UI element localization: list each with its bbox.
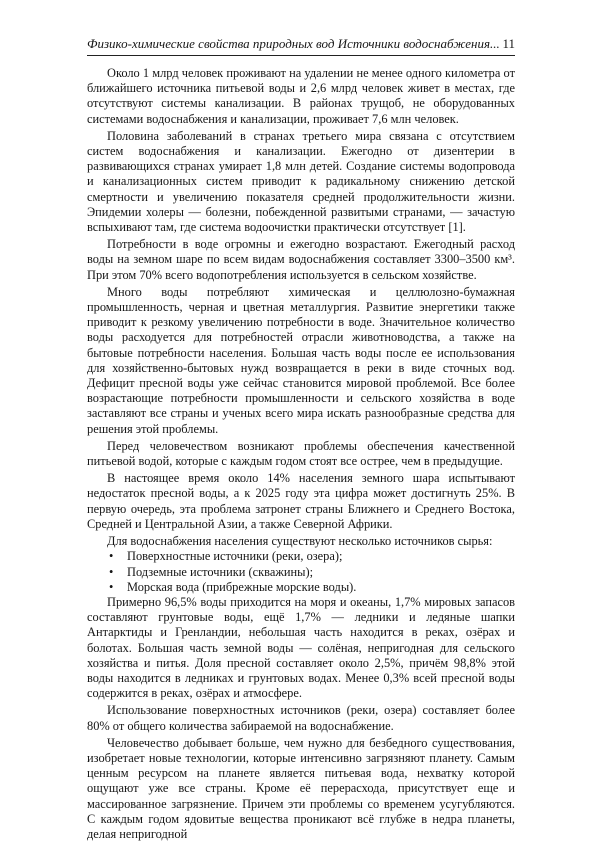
bullet-icon: • — [109, 579, 114, 594]
list-item-text: Морская вода (прибрежные морские воды). — [127, 579, 357, 594]
source-list — [87, 549, 515, 595]
bullet-icon: • — [109, 549, 114, 564]
paragraph: Человечество добывает больше, чем нужно для безбедного существования, изобретает новые технологии, которые интенсивно загрязняют планету. Самым ценным ресурсом на планете является питьевая вода, нехватку которой ощущают уже все страны. Кроме её перерасхода, присутствует еще и массированное загрязнение. Причем эти проблемы со временем усугубляются. С каждым годом ядовитые вещества проникают всё глубже в недра планеты, делая непригодной — [87, 735, 515, 841]
list-item — [87, 580, 515, 595]
list-item — [87, 565, 515, 580]
paragraph: Много воды потребляют химическая и целлюлозно-бумажная промышленность, черная и цветная металлургия. Развитие энергетики также приводит к резкому увеличению потребности в воде. Значительное количество воды расходуется для потребностей отрасли животноводства, а также на бытовые потребности населения. Большая часть воды после ее использования для хозяйственно-бытовых нужд возвращается в реки в виде сточных вод. Дефицит пресной воды уже сейчас становится мировой проблемой. Все более возрастающие потребности промышленности и сельского хозяйства в воде заставляют все страны и ученых всего мира искать разнообразные средства для решения этой проблемы. — [87, 284, 515, 436]
header-rule — [87, 55, 515, 56]
list-item — [87, 549, 515, 564]
running-header — [87, 35, 515, 53]
paragraph: Примерно 96,5% воды приходится на моря и океаны, 1,7% мировых запасов составляют грунтовые воды, ещё 1,7% — ледники и ледяные шапки Антарктиды и Гренландии, небольшая часть находится в реках, озёрах и болотах. Большая часть земной воды — солёная, непригодная для сельского хозяйства и питья. Доля пресной составляет около 2,5%, причём 98,8% этой воды находится в ледниках и грунтовых водах. Менее 0,3% всей пресной воды содержится в реках, озёрах и атмосфере. — [87, 594, 515, 701]
list-item-text: Подземные источники (скважины); — [127, 564, 314, 579]
bullet-icon: • — [109, 564, 114, 579]
paragraph: Половина заболеваний в странах третьего мира связана с отсутствием систем водоснабжения и канализации. Ежегодно от дизентерии в развивающихся странах умирает 1,8 млн детей. Создание системы водопровода и канализационных систем приводит к радикальному снижению детской смертности и увеличению показателя средней продолжительности жизни. Эпидемии холеры — болезни, побежденной развитыми странами, — зачастую вспыхивают там, где система водоочистки практически отсутствует [1]. — [87, 128, 515, 235]
running-title: Физико-химические свойства природных вод Источники водоснабжения... — [87, 36, 500, 51]
page-number: 11 — [502, 36, 515, 51]
paragraph: Перед человечеством возникают проблемы обеспечения качественной питьевой водой, которые с каждым годом стоят все острее, чем в предыдущие. — [87, 438, 515, 469]
paragraph: В настоящее время около 14% населения земного шара испытывают недостаток пресной воды, а к 2025 году эта цифра может достигнуть 25%. В первую очередь, эта проблема затронет страны Ближнего и Среднего Востока, Средней и Центральной Азии, а также Северной Африки. — [87, 471, 515, 531]
paragraph: Для водоснабжения населения существуют несколько источников сырья: — [107, 534, 493, 549]
paragraph: Потребности в воде огромны и ежегодно возрастают. Ежегодный расход воды на земном шаре по всем видам водоснабжения составляет 3300–3500 км³. При этом 70% всего водопотребления используется в сельском хозяйстве. — [87, 237, 515, 282]
paragraph: Использование поверхностных источников (реки, озера) составляет более 80% от общего количества забираемой на водоснабжение. — [87, 703, 515, 733]
paragraph: Около 1 млрд человек проживают на удалении не менее одного километра от ближайшего источника питьевой воды и 2,6 млрд человек живет в местах, где отсутствуют системы канализации. В районах трущоб, не оборудованных системами водоснабжения и канализации, проживает 7,6 млн человек. — [87, 66, 515, 126]
body-text — [87, 66, 515, 842]
list-item-text: Поверхностные источники (реки, озера); — [127, 549, 343, 564]
